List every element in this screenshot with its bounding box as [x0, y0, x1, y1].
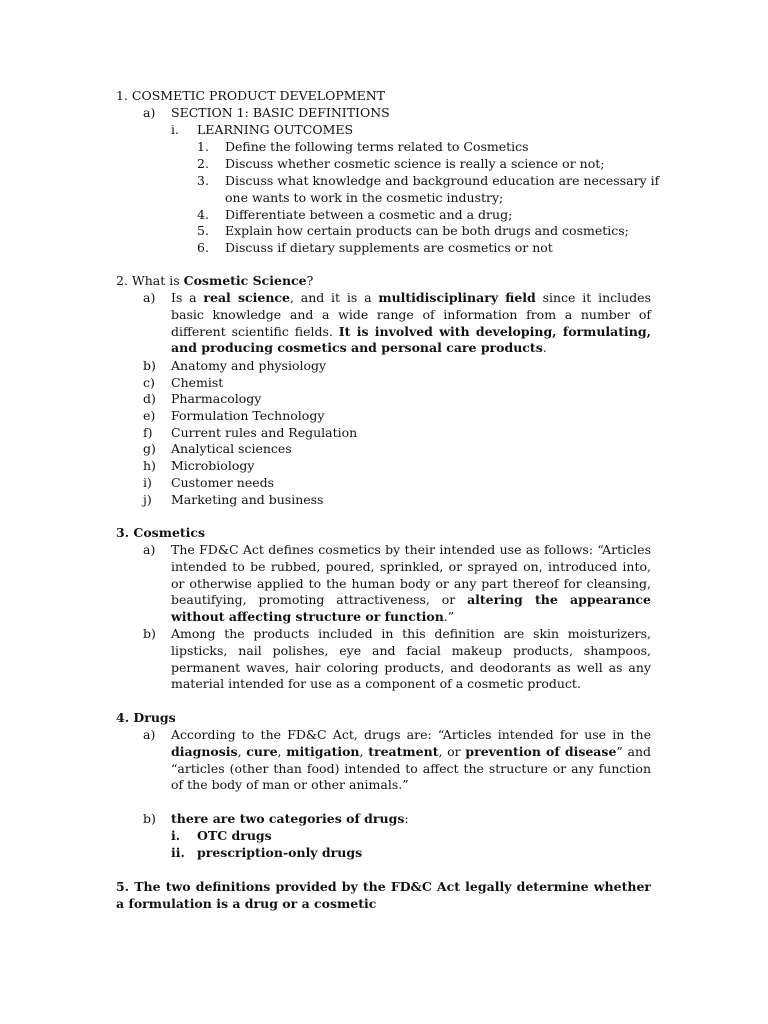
text-run: .: [542, 340, 547, 356]
section-4-heading-text: 4. Drugs: [116, 710, 176, 725]
list-item: Analytical sciences: [171, 441, 292, 456]
bold-run: It is involved with developing, formulating, and producing cosmetics and personal care products: [171, 323, 651, 356]
list-item-marker: g): [143, 441, 156, 456]
outcome-number: 1.: [197, 139, 209, 154]
section-2-item-marker: a): [143, 290, 156, 305]
section-4-item-b: [171, 811, 409, 828]
list-item: Formulation Technology: [171, 408, 325, 423]
section-4-heading: [116, 710, 176, 727]
section-1-sub-marker: a): [143, 105, 156, 120]
bold-run: cure: [246, 743, 278, 759]
category-item: [197, 828, 272, 845]
category-item: [197, 845, 362, 862]
section-3-heading: [116, 525, 205, 542]
paragraph-text: Among the products included in this definition are skin moisturizers, lipsticks, nail polishes, eye and facial makeup products, shampoos, permanent waves, hair coloring products, and deodorants as well as any material intended for use as a component of a cosmetic product.: [171, 626, 651, 692]
bold-run: mitigation: [286, 743, 360, 759]
outcome-number: 6.: [197, 240, 209, 255]
section-1-heading: 1. COSMETIC PRODUCT DEVELOPMENT: [116, 88, 385, 103]
text-run: .”: [443, 609, 455, 625]
list-item-marker: e): [143, 408, 156, 423]
section-4-item-marker: b): [143, 811, 156, 826]
category-text: prescription-only drugs: [197, 845, 363, 860]
section-4-item-a-paragraph: [171, 727, 651, 794]
text-run: According to the FD&C Act, drugs are: “Articles intended for use in the: [171, 727, 651, 742]
section-3-item-marker: a): [143, 542, 156, 557]
outcome-text: Differentiate between a cosmetic and a drug;: [225, 207, 513, 222]
section-1-sub-label: SECTION 1: BASIC DEFINITIONS: [171, 105, 390, 120]
section-3-item-b-paragraph: [171, 626, 651, 693]
bold-run: real science: [203, 290, 290, 305]
section-2-heading-suffix: ?: [306, 273, 314, 288]
outcome-number: 5.: [197, 223, 209, 238]
list-item: Chemist: [171, 375, 224, 390]
text-run: ,: [237, 743, 247, 759]
text-run: since it includes basic knowledge and a wide range of information from a number of different scientific fields.: [171, 290, 651, 339]
text-run: , or: [438, 743, 466, 759]
section-3-heading-text: 3. Cosmetics: [116, 525, 206, 540]
list-item-marker: h): [143, 458, 156, 473]
list-item-marker: i): [143, 475, 152, 490]
outcome-number: 4.: [197, 207, 209, 222]
text-run: ,: [277, 743, 287, 759]
list-item-marker: j): [143, 492, 152, 507]
list-item: Customer needs: [171, 475, 275, 490]
section-3-item-marker: b): [143, 626, 156, 641]
outcome-text: Discuss whether cosmetic science is really a science or not;: [225, 156, 605, 171]
text-run: The FD&C Act defines cosmetics by their intended use as follows: “Articles intended to be rubbed, poured, sprinkled, or sprayed on, introduced into, or otherwise applied to the human body or any part thereof for cleansing, beautifying, promoting attractiveness, or: [171, 542, 651, 608]
bold-run: treatment: [368, 743, 439, 759]
outcome-number: 3.: [197, 173, 209, 188]
section-3-item-a-paragraph: [171, 542, 651, 626]
text-run: :: [404, 811, 409, 826]
list-item-marker: f): [143, 425, 153, 440]
section-2-heading: [116, 273, 313, 290]
list-item: Anatomy and physiology: [171, 358, 327, 373]
section-2-heading-term: Cosmetic Science: [183, 273, 307, 288]
bold-run: diagnosis: [171, 743, 238, 759]
learning-outcomes-marker: i.: [171, 122, 179, 137]
section-2-heading-prefix: 2. What is: [116, 273, 184, 288]
list-item: Current rules and Regulation: [171, 425, 358, 440]
list-item: Pharmacology: [171, 391, 262, 406]
outcome-text: Discuss if dietary supplements are cosmetics or not: [225, 240, 553, 255]
section-4-item-marker: a): [143, 727, 156, 742]
outcome-text: Explain how certain products can be both drugs and cosmetics;: [225, 223, 629, 238]
text-run: Is a: [171, 290, 204, 305]
list-item: Marketing and business: [171, 492, 324, 507]
category-number: [171, 845, 185, 862]
outcome-text: Discuss what knowledge and background education are necessary if: [225, 173, 660, 188]
outcome-text-continued: one wants to work in the cosmetic industry;: [225, 190, 504, 205]
bold-run: multidisciplinary field: [378, 290, 536, 305]
list-item-marker: b): [143, 358, 156, 373]
list-item-marker: d): [143, 391, 156, 406]
bold-run: altering the appearance without affecting structure or function: [171, 592, 651, 625]
text-run: ,: [359, 743, 369, 759]
list-item-marker: c): [143, 375, 155, 390]
bold-run: there are two categories of drugs: [171, 811, 405, 826]
section-5-heading-text: 5. The two definitions provided by the FD&C Act legally determine whether a formulation is a drug or a cosmetic: [116, 879, 651, 911]
bold-run: prevention of disease: [465, 743, 617, 759]
learning-outcomes-label: LEARNING OUTCOMES: [197, 122, 354, 137]
list-item: Microbiology: [171, 458, 255, 473]
text-run: , and it is a: [289, 290, 379, 305]
category-number: [171, 828, 180, 845]
text-run: ” and “articles (other than food) intended to affect the structure or any function of the body of man or other animals.”: [171, 743, 652, 793]
section-2-item-a-paragraph: [171, 290, 651, 357]
category-number-text: i.: [171, 828, 181, 843]
outcome-text: Define the following terms related to Cosmetics: [225, 139, 529, 154]
outcome-number: 2.: [197, 156, 209, 171]
category-number-text: ii.: [171, 845, 185, 860]
category-text: OTC drugs: [197, 828, 272, 843]
section-5-heading: [116, 879, 651, 913]
